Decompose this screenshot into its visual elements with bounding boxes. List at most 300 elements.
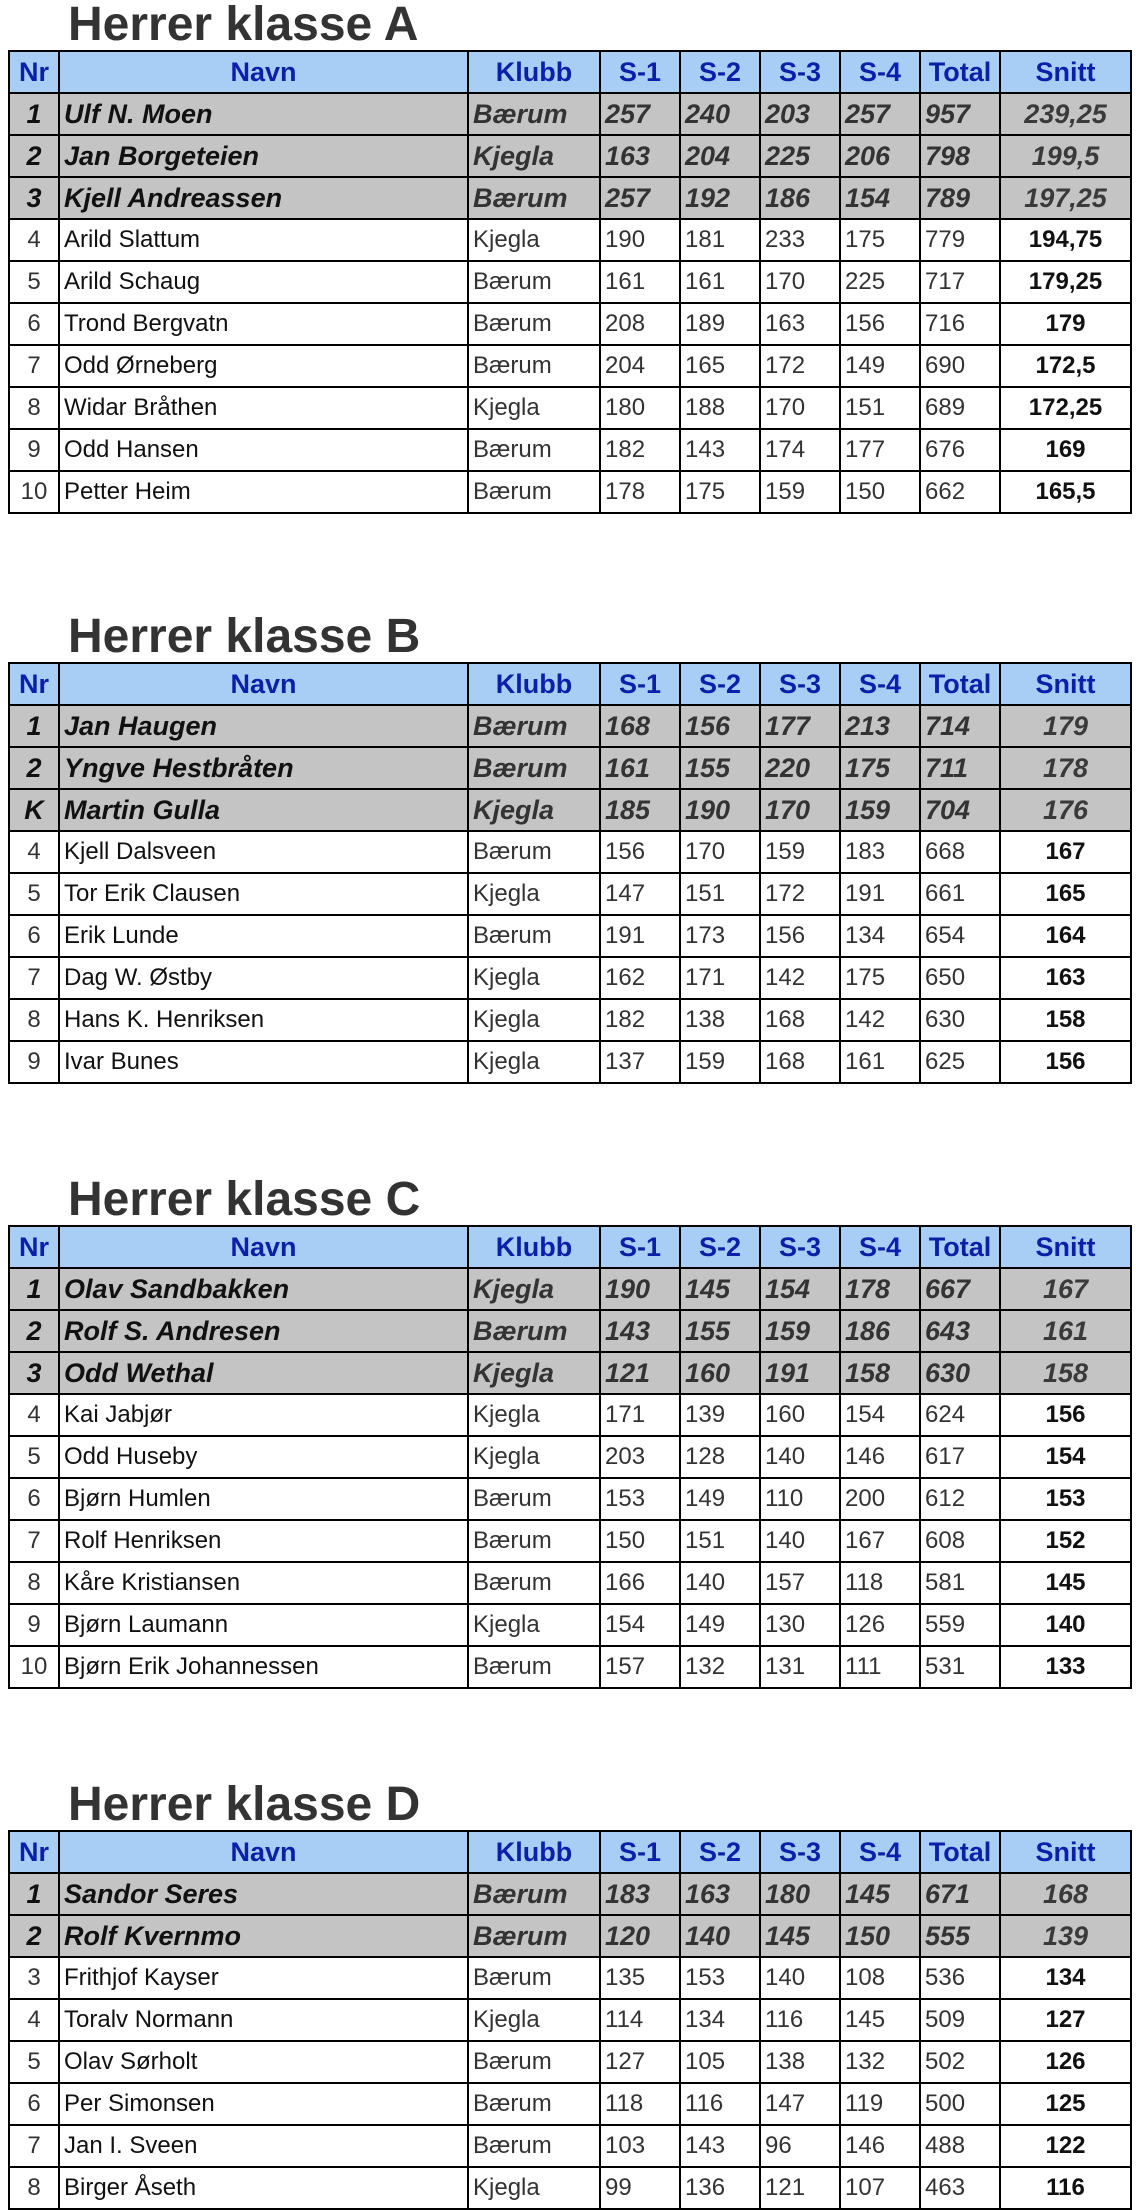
cell-total: 559: [920, 1604, 1000, 1646]
cell-s4: 213: [840, 705, 920, 747]
cell-s2: 161: [680, 261, 760, 303]
cell-s1: 204: [600, 345, 680, 387]
column-header-klubb: Klubb: [468, 1831, 600, 1873]
cell-navn: Odd Ørneberg: [59, 345, 468, 387]
column-header-s3: S-3: [760, 1226, 840, 1268]
cell-s4: 156: [840, 303, 920, 345]
cell-snitt: 163: [1000, 957, 1131, 999]
table-row: [9, 345, 1131, 387]
cell-s2: 149: [680, 1478, 760, 1520]
cell-navn: Bjørn Erik Johannessen: [59, 1646, 468, 1688]
table-row: [9, 387, 1131, 429]
table-row: [9, 1352, 1131, 1394]
cell-snitt: 179: [1000, 705, 1131, 747]
cell-s2: 170: [680, 831, 760, 873]
cell-s1: 161: [600, 747, 680, 789]
cell-klubb: Bærum: [468, 345, 600, 387]
cell-snitt: 178: [1000, 747, 1131, 789]
cell-s4: 151: [840, 387, 920, 429]
cell-s1: 168: [600, 705, 680, 747]
cell-snitt: 167: [1000, 831, 1131, 873]
cell-snitt: 133: [1000, 1646, 1131, 1688]
cell-klubb: Kjegla: [468, 1604, 600, 1646]
column-header-s1: S-1: [600, 663, 680, 705]
column-header-navn: Navn: [59, 51, 468, 93]
table-row: [9, 831, 1131, 873]
cell-navn: Ulf N. Moen: [59, 93, 468, 135]
cell-s3: 233: [760, 219, 840, 261]
cell-nr: 8: [9, 2167, 59, 2209]
cell-navn: Birger Åseth: [59, 2167, 468, 2209]
table-row: [9, 219, 1131, 261]
cell-total: 650: [920, 957, 1000, 999]
cell-s2: 165: [680, 345, 760, 387]
cell-s3: 168: [760, 999, 840, 1041]
cell-total: 662: [920, 471, 1000, 513]
cell-s3: 203: [760, 93, 840, 135]
cell-s4: 119: [840, 2083, 920, 2125]
cell-s3: 121: [760, 2167, 840, 2209]
cell-navn: Olav Sandbakken: [59, 1268, 468, 1310]
cell-navn: Jan Haugen: [59, 705, 468, 747]
column-header-snitt: Snitt: [1000, 1831, 1131, 1873]
cell-s4: 158: [840, 1352, 920, 1394]
cell-s4: 145: [840, 1873, 920, 1915]
cell-nr: 5: [9, 2041, 59, 2083]
cell-s1: 154: [600, 1604, 680, 1646]
cell-total: 617: [920, 1436, 1000, 1478]
cell-klubb: Kjegla: [468, 1999, 600, 2041]
table-row: [9, 1520, 1131, 1562]
table-row: [9, 705, 1131, 747]
cell-total: 608: [920, 1520, 1000, 1562]
cell-s2: 151: [680, 1520, 760, 1562]
column-header-s2: S-2: [680, 1226, 760, 1268]
cell-s3: 157: [760, 1562, 840, 1604]
cell-s4: 126: [840, 1604, 920, 1646]
cell-snitt: 116: [1000, 2167, 1131, 2209]
table-row: [9, 789, 1131, 831]
cell-total: 668: [920, 831, 1000, 873]
cell-klubb: Bærum: [468, 2125, 600, 2167]
cell-s1: 257: [600, 93, 680, 135]
cell-s3: 156: [760, 915, 840, 957]
cell-s1: 166: [600, 1562, 680, 1604]
cell-navn: Sandor Seres: [59, 1873, 468, 1915]
cell-snitt: 165,5: [1000, 471, 1131, 513]
cell-snitt: 140: [1000, 1604, 1131, 1646]
cell-nr: 3: [9, 177, 59, 219]
cell-snitt: 126: [1000, 2041, 1131, 2083]
cell-total: 661: [920, 873, 1000, 915]
cell-s4: 150: [840, 471, 920, 513]
cell-klubb: Bærum: [468, 747, 600, 789]
table-row: [9, 303, 1131, 345]
cell-s3: 131: [760, 1646, 840, 1688]
section-title: Herrer klasse B: [68, 610, 421, 663]
cell-s4: 159: [840, 789, 920, 831]
cell-s2: 151: [680, 873, 760, 915]
cell-navn: Rolf Kvernmo: [59, 1915, 468, 1957]
cell-s2: 155: [680, 747, 760, 789]
cell-klubb: Bærum: [468, 1915, 600, 1957]
cell-s2: 204: [680, 135, 760, 177]
cell-s3: 130: [760, 1604, 840, 1646]
cell-total: 509: [920, 1999, 1000, 2041]
cell-total: 779: [920, 219, 1000, 261]
cell-s4: 111: [840, 1646, 920, 1688]
cell-s4: 150: [840, 1915, 920, 1957]
cell-total: 690: [920, 345, 1000, 387]
column-header-total: Total: [920, 51, 1000, 93]
cell-total: 624: [920, 1394, 1000, 1436]
table-row: [9, 177, 1131, 219]
cell-s2: 116: [680, 2083, 760, 2125]
cell-s3: 220: [760, 747, 840, 789]
cell-navn: Dag W. Østby: [59, 957, 468, 999]
column-header-s4: S-4: [840, 663, 920, 705]
cell-s2: 181: [680, 219, 760, 261]
column-header-s3: S-3: [760, 663, 840, 705]
cell-nr: 5: [9, 873, 59, 915]
table-row: [9, 471, 1131, 513]
cell-nr: K: [9, 789, 59, 831]
cell-s2: 159: [680, 1041, 760, 1083]
cell-klubb: Kjegla: [468, 1436, 600, 1478]
cell-klubb: Kjegla: [468, 1394, 600, 1436]
cell-s3: 110: [760, 1478, 840, 1520]
cell-nr: 6: [9, 2083, 59, 2125]
table-row: [9, 957, 1131, 999]
column-header-s1: S-1: [600, 1226, 680, 1268]
cell-nr: 7: [9, 957, 59, 999]
cell-klubb: Bærum: [468, 1478, 600, 1520]
cell-s4: 175: [840, 957, 920, 999]
cell-s2: 156: [680, 705, 760, 747]
cell-s4: 107: [840, 2167, 920, 2209]
cell-klubb: Kjegla: [468, 1041, 600, 1083]
cell-s3: 159: [760, 471, 840, 513]
cell-klubb: Bærum: [468, 2083, 600, 2125]
cell-s4: 191: [840, 873, 920, 915]
cell-total: 957: [920, 93, 1000, 135]
cell-s4: 118: [840, 1562, 920, 1604]
cell-snitt: 194,75: [1000, 219, 1131, 261]
table-row: [9, 1562, 1131, 1604]
cell-nr: 4: [9, 1999, 59, 2041]
results-table: [8, 662, 1132, 1084]
cell-klubb: Bærum: [468, 1646, 600, 1688]
cell-s1: 183: [600, 1873, 680, 1915]
cell-nr: 1: [9, 1873, 59, 1915]
cell-s2: 188: [680, 387, 760, 429]
section-title: Herrer klasse A: [68, 0, 419, 51]
results-table: [8, 1225, 1132, 1689]
cell-klubb: Kjegla: [468, 999, 600, 1041]
column-header-nr: Nr: [9, 51, 59, 93]
cell-nr: 9: [9, 1604, 59, 1646]
cell-navn: Arild Schaug: [59, 261, 468, 303]
cell-s2: 173: [680, 915, 760, 957]
cell-klubb: Bærum: [468, 705, 600, 747]
header-row: [9, 1831, 1131, 1873]
cell-s4: 177: [840, 429, 920, 471]
cell-total: 711: [920, 747, 1000, 789]
cell-s1: 137: [600, 1041, 680, 1083]
cell-klubb: Kjegla: [468, 2167, 600, 2209]
cell-total: 555: [920, 1915, 1000, 1957]
cell-s4: 225: [840, 261, 920, 303]
cell-s4: 161: [840, 1041, 920, 1083]
cell-klubb: Bærum: [468, 93, 600, 135]
cell-s2: 175: [680, 471, 760, 513]
cell-s1: 190: [600, 219, 680, 261]
cell-klubb: Kjegla: [468, 387, 600, 429]
cell-s3: 147: [760, 2083, 840, 2125]
cell-klubb: Bærum: [468, 1310, 600, 1352]
cell-s1: 163: [600, 135, 680, 177]
cell-snitt: 161: [1000, 1310, 1131, 1352]
cell-nr: 1: [9, 93, 59, 135]
column-header-navn: Navn: [59, 663, 468, 705]
table-row: [9, 873, 1131, 915]
cell-s1: 180: [600, 387, 680, 429]
table-row: [9, 2167, 1131, 2209]
cell-s2: 139: [680, 1394, 760, 1436]
cell-s1: 103: [600, 2125, 680, 2167]
table-row: [9, 135, 1131, 177]
cell-s1: 127: [600, 2041, 680, 2083]
cell-total: 643: [920, 1310, 1000, 1352]
cell-s3: 172: [760, 345, 840, 387]
cell-s1: 153: [600, 1478, 680, 1520]
column-header-navn: Navn: [59, 1226, 468, 1268]
header-row: [9, 1226, 1131, 1268]
cell-nr: 2: [9, 1310, 59, 1352]
section-title: Herrer klasse D: [68, 1778, 421, 1831]
cell-nr: 3: [9, 1352, 59, 1394]
cell-navn: Kjell Dalsveen: [59, 831, 468, 873]
cell-s2: 171: [680, 957, 760, 999]
cell-s3: 163: [760, 303, 840, 345]
cell-s1: 156: [600, 831, 680, 873]
cell-s3: 138: [760, 2041, 840, 2083]
cell-snitt: 179: [1000, 303, 1131, 345]
cell-s2: 143: [680, 2125, 760, 2167]
column-header-snitt: Snitt: [1000, 51, 1131, 93]
cell-s2: 145: [680, 1268, 760, 1310]
cell-s2: 192: [680, 177, 760, 219]
cell-s3: 140: [760, 1957, 840, 1999]
cell-s3: 142: [760, 957, 840, 999]
table-row: [9, 2041, 1131, 2083]
cell-s4: 200: [840, 1478, 920, 1520]
cell-nr: 6: [9, 1478, 59, 1520]
cell-navn: Bjørn Humlen: [59, 1478, 468, 1520]
cell-s2: 153: [680, 1957, 760, 1999]
cell-s3: 177: [760, 705, 840, 747]
cell-total: 717: [920, 261, 1000, 303]
cell-snitt: 158: [1000, 1352, 1131, 1394]
cell-klubb: Bærum: [468, 177, 600, 219]
cell-s2: 134: [680, 1999, 760, 2041]
table-row: [9, 1957, 1131, 1999]
cell-total: 667: [920, 1268, 1000, 1310]
cell-nr: 6: [9, 303, 59, 345]
cell-snitt: 169: [1000, 429, 1131, 471]
cell-total: 463: [920, 2167, 1000, 2209]
cell-s3: 170: [760, 789, 840, 831]
section-title: Herrer klasse C: [68, 1173, 421, 1226]
results-table: [8, 50, 1132, 514]
cell-snitt: 156: [1000, 1394, 1131, 1436]
column-header-klubb: Klubb: [468, 663, 600, 705]
cell-navn: Toralv Normann: [59, 1999, 468, 2041]
cell-nr: 7: [9, 2125, 59, 2167]
table-row: [9, 93, 1131, 135]
cell-total: 531: [920, 1646, 1000, 1688]
column-header-nr: Nr: [9, 1226, 59, 1268]
cell-navn: Widar Bråthen: [59, 387, 468, 429]
cell-snitt: 172,5: [1000, 345, 1131, 387]
cell-s2: 140: [680, 1915, 760, 1957]
table-row: [9, 1873, 1131, 1915]
cell-s2: 138: [680, 999, 760, 1041]
table-row: [9, 747, 1131, 789]
cell-klubb: Bærum: [468, 303, 600, 345]
cell-s2: 143: [680, 429, 760, 471]
cell-s3: 180: [760, 1873, 840, 1915]
cell-nr: 4: [9, 831, 59, 873]
cell-nr: 2: [9, 1915, 59, 1957]
cell-s1: 120: [600, 1915, 680, 1957]
cell-s3: 154: [760, 1268, 840, 1310]
cell-s3: 160: [760, 1394, 840, 1436]
cell-s4: 142: [840, 999, 920, 1041]
column-header-snitt: Snitt: [1000, 1226, 1131, 1268]
cell-total: 654: [920, 915, 1000, 957]
cell-klubb: Bærum: [468, 1957, 600, 1999]
cell-s3: 225: [760, 135, 840, 177]
cell-navn: Tor Erik Clausen: [59, 873, 468, 915]
header-row: [9, 51, 1131, 93]
table-row: [9, 1310, 1131, 1352]
cell-nr: 6: [9, 915, 59, 957]
cell-navn: Yngve Hestbråten: [59, 747, 468, 789]
cell-navn: Per Simonsen: [59, 2083, 468, 2125]
cell-navn: Erik Lunde: [59, 915, 468, 957]
cell-snitt: 167: [1000, 1268, 1131, 1310]
cell-s1: 157: [600, 1646, 680, 1688]
cell-snitt: 176: [1000, 789, 1131, 831]
column-header-s4: S-4: [840, 51, 920, 93]
cell-klubb: Bærum: [468, 915, 600, 957]
cell-s1: 114: [600, 1999, 680, 2041]
cell-klubb: Bærum: [468, 471, 600, 513]
cell-total: 671: [920, 1873, 1000, 1915]
cell-s3: 170: [760, 261, 840, 303]
cell-s1: 208: [600, 303, 680, 345]
cell-klubb: Bærum: [468, 429, 600, 471]
column-header-nr: Nr: [9, 1831, 59, 1873]
cell-snitt: 172,25: [1000, 387, 1131, 429]
cell-nr: 1: [9, 705, 59, 747]
cell-nr: 10: [9, 1646, 59, 1688]
column-header-total: Total: [920, 663, 1000, 705]
cell-s1: 162: [600, 957, 680, 999]
cell-klubb: Kjegla: [468, 789, 600, 831]
cell-navn: Odd Huseby: [59, 1436, 468, 1478]
cell-s2: 190: [680, 789, 760, 831]
cell-s4: 175: [840, 219, 920, 261]
cell-navn: Hans K. Henriksen: [59, 999, 468, 1041]
cell-snitt: 154: [1000, 1436, 1131, 1478]
cell-s4: 108: [840, 1957, 920, 1999]
cell-s4: 149: [840, 345, 920, 387]
cell-s2: 140: [680, 1562, 760, 1604]
cell-navn: Kai Jabjør: [59, 1394, 468, 1436]
cell-s1: 161: [600, 261, 680, 303]
cell-navn: Jan I. Sveen: [59, 2125, 468, 2167]
header-row: [9, 663, 1131, 705]
column-header-snitt: Snitt: [1000, 663, 1131, 705]
results-table: [8, 1830, 1132, 2210]
table-row: [9, 1915, 1131, 1957]
cell-snitt: 239,25: [1000, 93, 1131, 135]
cell-snitt: 158: [1000, 999, 1131, 1041]
table-row: [9, 1999, 1131, 2041]
cell-navn: Trond Bergvatn: [59, 303, 468, 345]
table-row: [9, 429, 1131, 471]
cell-nr: 1: [9, 1268, 59, 1310]
cell-nr: 2: [9, 747, 59, 789]
cell-nr: 4: [9, 1394, 59, 1436]
cell-snitt: 199,5: [1000, 135, 1131, 177]
cell-s2: 163: [680, 1873, 760, 1915]
cell-nr: 5: [9, 1436, 59, 1478]
column-header-s4: S-4: [840, 1226, 920, 1268]
cell-total: 789: [920, 177, 1000, 219]
cell-s4: 257: [840, 93, 920, 135]
cell-total: 689: [920, 387, 1000, 429]
cell-nr: 4: [9, 219, 59, 261]
cell-s1: 203: [600, 1436, 680, 1478]
cell-s4: 146: [840, 2125, 920, 2167]
cell-navn: Odd Hansen: [59, 429, 468, 471]
cell-s4: 154: [840, 177, 920, 219]
cell-s3: 191: [760, 1352, 840, 1394]
cell-s3: 159: [760, 1310, 840, 1352]
cell-navn: Odd Wethal: [59, 1352, 468, 1394]
table-row: [9, 1268, 1131, 1310]
column-header-klubb: Klubb: [468, 51, 600, 93]
column-header-s2: S-2: [680, 663, 760, 705]
cell-nr: 8: [9, 999, 59, 1041]
cell-snitt: 179,25: [1000, 261, 1131, 303]
cell-nr: 2: [9, 135, 59, 177]
cell-s3: 186: [760, 177, 840, 219]
cell-snitt: 134: [1000, 1957, 1131, 1999]
cell-total: 488: [920, 2125, 1000, 2167]
cell-s4: 175: [840, 747, 920, 789]
column-header-nr: Nr: [9, 663, 59, 705]
column-header-s2: S-2: [680, 1831, 760, 1873]
cell-s1: 257: [600, 177, 680, 219]
cell-navn: Martin Gulla: [59, 789, 468, 831]
cell-snitt: 139: [1000, 1915, 1131, 1957]
cell-snitt: 197,25: [1000, 177, 1131, 219]
cell-navn: Rolf Henriksen: [59, 1520, 468, 1562]
